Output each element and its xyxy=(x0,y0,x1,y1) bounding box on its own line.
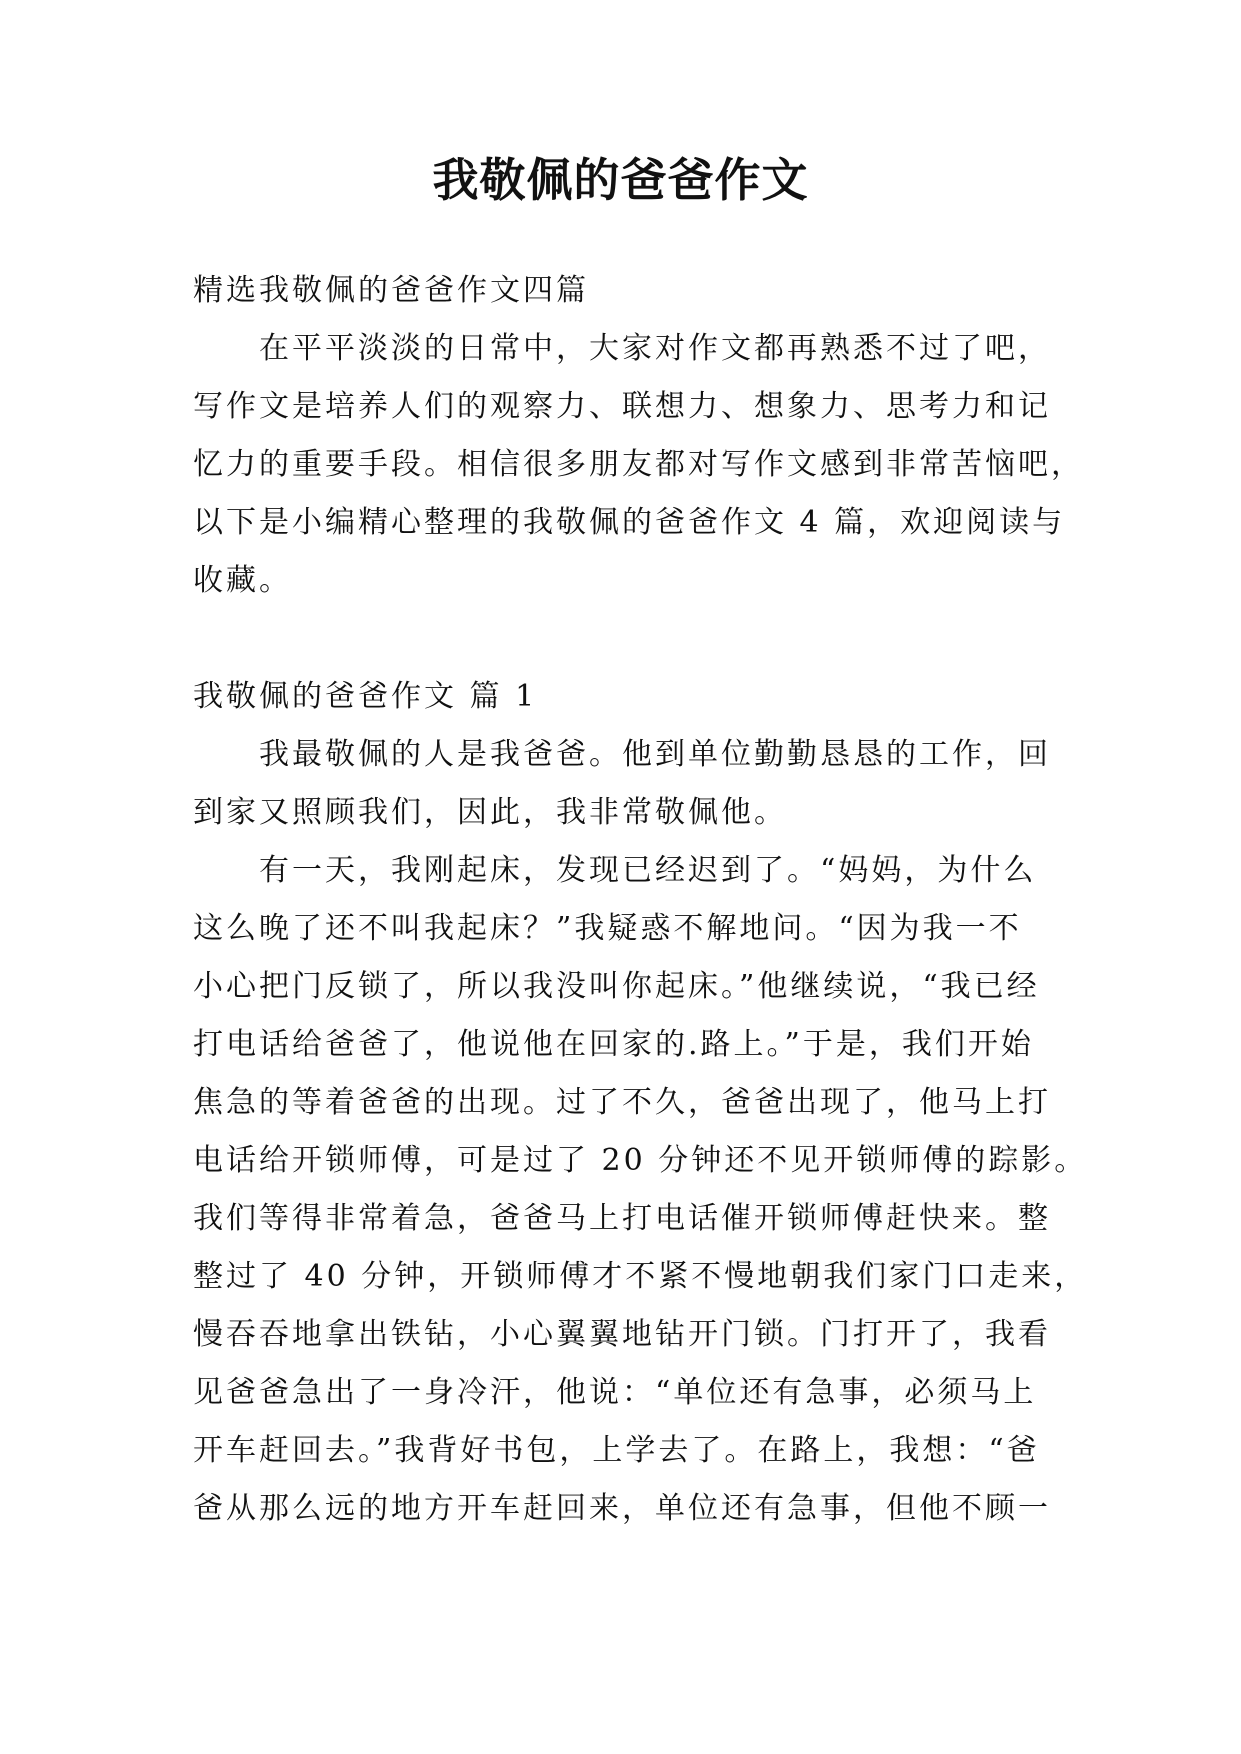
paragraph-line: 这么晚了还不叫我起床？”我疑惑不解地问。“因为我一不 xyxy=(193,911,1022,946)
paragraph-line: 电话给开锁师傅，可是过了 20 分钟还不见开锁师傅的踪影。 xyxy=(193,1143,1088,1178)
paragraph-line: 到家又照顾我们，因此，我非常敬佩他。 xyxy=(193,795,787,830)
intro-line: 在平平淡淡的日常中，大家对作文都再熟悉不过了吧， xyxy=(259,331,1051,366)
paragraph-line: 见爸爸急出了一身冷汗，他说：“单位还有急事，必须马上 xyxy=(193,1375,1037,1410)
document-body xyxy=(193,262,1088,1538)
paragraph-line: 整过了 40 分钟，开锁师傅才不紧不慢地朝我们家门口走来， xyxy=(193,1259,1088,1294)
paragraph-line: 慢吞吞地拿出铁钻，小心翼翼地钻开门锁。门打开了，我看 xyxy=(193,1317,1051,1352)
document-title: 我敬佩的爸爸作文 xyxy=(432,153,809,207)
intro-heading: 精选我敬佩的爸爸作文四篇 xyxy=(193,273,589,308)
essay-heading: 我敬佩的爸爸作文 篇 1 xyxy=(193,679,538,714)
intro-line: 收藏。 xyxy=(193,563,292,598)
paragraph-line: 我最敬佩的人是我爸爸。他到单位勤勤恳恳的工作，回 xyxy=(259,737,1051,772)
intro-line: 以下是小编精心整理的我敬佩的爸爸作文 4 篇，欢迎阅读与 xyxy=(193,505,1066,540)
paragraph-line: 开车赶回去。”我背好书包，上学去了。在路上，我想：“爸 xyxy=(193,1433,1040,1468)
paragraph-line: 打电话给爸爸了，他说他在回家的.路上。”于是，我们开始 xyxy=(193,1027,1034,1062)
section-gap xyxy=(193,610,1073,668)
paragraph-line: 我们等得非常着急，爸爸马上打电话催开锁师傅赶快来。整 xyxy=(193,1201,1051,1236)
paragraph-line: 爸从那么远的地方开车赶回来，单位还有急事，但他不顾一 xyxy=(193,1491,1051,1526)
intro-line: 写作文是培养人们的观察力、联想力、想象力、思考力和记 xyxy=(193,389,1051,424)
paragraph-line: 小心把门反锁了，所以我没叫你起床。”他继续说，“我已经 xyxy=(193,969,1040,1004)
intro-line: 忆力的重要手段。相信很多朋友都对写作文感到非常苦恼吧， xyxy=(193,447,1084,482)
paragraph-line: 焦急的等着爸爸的出现。过了不久，爸爸出现了，他马上打 xyxy=(193,1085,1051,1120)
paragraph-line: 有一天，我刚起床，发现已经迟到了。“妈妈，为什么 xyxy=(259,853,1037,888)
